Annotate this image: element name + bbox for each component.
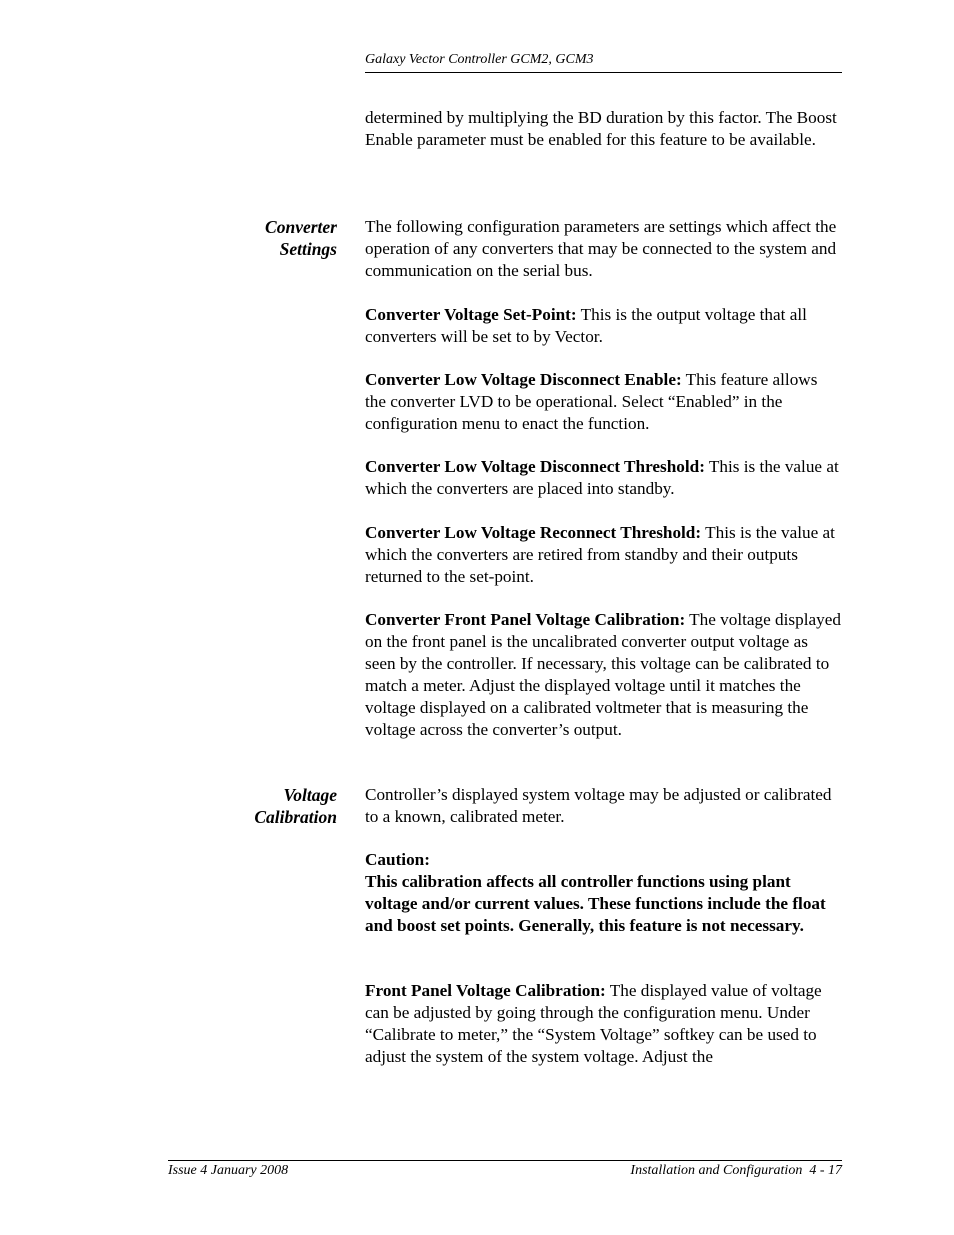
term: Converter Low Voltage Disconnect Enable:: [365, 370, 682, 389]
running-header-title: Galaxy Vector Controller GCM2, GCM3: [365, 52, 594, 67]
definition: This feature allows the converter LVD to be operational. Select “Enabled” in the configuration menu to enact the function.: [365, 370, 818, 433]
term: Converter Voltage Set-Point:: [365, 305, 577, 324]
term: Front Panel Voltage Calibration:: [365, 981, 606, 1000]
footer-rule: [168, 1160, 842, 1161]
term: Converter Low Voltage Reconnect Threshold:: [365, 523, 702, 542]
caution-text: This calibration affects all controller functions using plant voltage and/or current values. These functions include the float and boost set points. Generally, this feature is not necessary.: [365, 872, 826, 935]
converter-lvd-enable: [365, 369, 842, 435]
voltage-calibration-intro-text: Controller’s displayed system voltage may be adjusted or calibrated to a known, calibrated meter.: [365, 785, 832, 826]
voltage-calibration-intro: [365, 784, 842, 828]
caution-block: [365, 849, 842, 937]
converter-voltage-set-point: [365, 304, 842, 348]
term: Converter Low Voltage Disconnect Threshold:: [365, 457, 705, 476]
caution-label: Caution:: [365, 850, 430, 869]
definition: The voltage displayed on the front panel is the uncalibrated converter output voltage as seen by the controller. If necessary, this voltage can be calibrated to match a meter. Adjust the displayed voltage until it matches the voltage displayed on a calibrated voltmeter that is measuring the voltage across the converter’s output.: [365, 610, 841, 739]
footer-issue-date: Issue 4 January 2008: [168, 1163, 289, 1178]
voltage-calibration-heading-line1: Voltage: [283, 785, 337, 805]
definition: This is the value at which the converters are retired from standby and their outputs returned to the set-point.: [365, 523, 835, 586]
converter-settings-intro: [365, 216, 842, 282]
voltage-calibration-heading-line2: Calibration: [254, 807, 337, 827]
footer-section-page: Installation and Configuration 4 - 17: [630, 1163, 842, 1178]
definition: This is the output voltage that all converters will be set to by Vector.: [365, 305, 807, 346]
converter-front-panel-calibration: [365, 609, 842, 741]
converter-settings-heading-line1: Converter: [265, 217, 337, 237]
definition: This is the value at which the converters are placed into standby.: [365, 457, 839, 498]
header-rule: [365, 72, 842, 73]
definition: The displayed value of voltage can be adjusted by going through the configuration menu. Under “Calibrate to meter,” the “System Voltage” softkey can be used to adjust the system of the system voltage. Adjust the: [365, 981, 822, 1066]
converter-lvr-threshold: [365, 522, 842, 588]
voltage-calibration-heading: [254, 784, 337, 828]
term: Converter Front Panel Voltage Calibration:: [365, 610, 686, 629]
converter-settings-heading: [265, 216, 337, 260]
continuation-text: determined by multiplying the BD duration by this factor. The Boost Enable parameter must be enabled for this feature to be available.: [365, 108, 837, 149]
front-panel-voltage-calibration: [365, 980, 842, 1068]
converter-settings-heading-line2: Settings: [279, 239, 337, 259]
converter-settings-intro-text: The following configuration parameters are settings which affect the operation of any converters that may be connected to the system and communication on the serial bus.: [365, 217, 837, 280]
continuation-paragraph: [365, 107, 842, 151]
converter-lvd-threshold: [365, 456, 842, 500]
